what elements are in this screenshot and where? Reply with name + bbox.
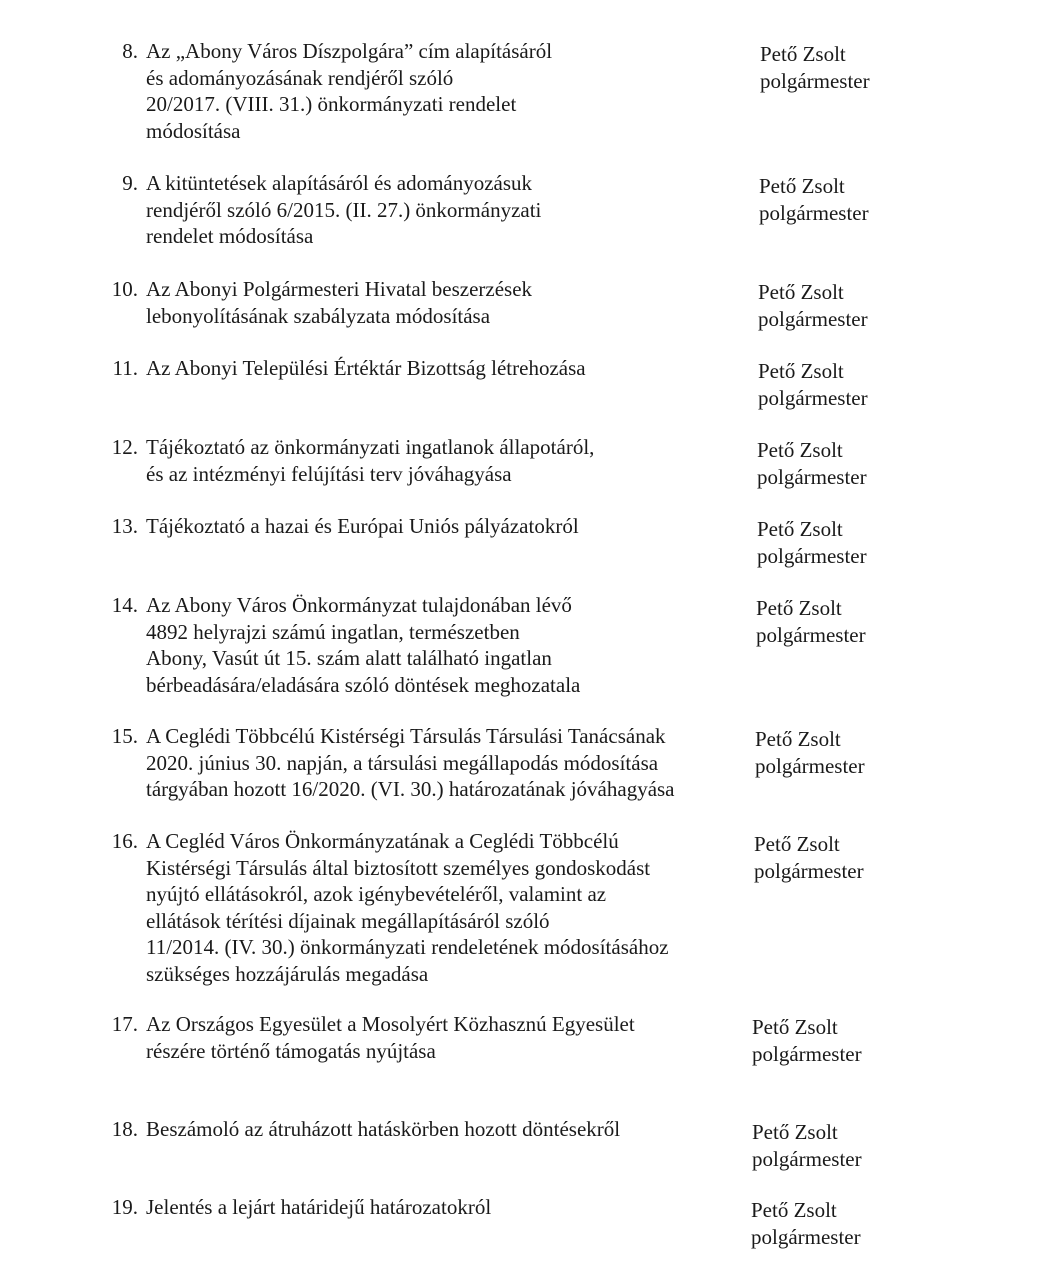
item-title [146, 592, 746, 698]
responsible-name: Pető Zsolt [759, 174, 845, 198]
item-title-line: tárgyában hozott 16/2020. (VI. 30.) határozatának jóváhagyása [146, 777, 675, 801]
responsible-title: polgármester [751, 1224, 861, 1249]
item-number: 16. [111, 829, 138, 853]
item-number: 17. [111, 1012, 138, 1036]
item-title-line: Tájékoztató a hazai és Európai Uniós pályázatokról [146, 514, 579, 538]
responsible-name: Pető Zsolt [758, 280, 844, 304]
responsible-name: Pető Zsolt [760, 42, 846, 66]
item-number: 14. [111, 593, 138, 617]
item-number: 8. [122, 39, 138, 63]
item-title-line: Az Abony Város Önkormányzat tulajdonában lévő [146, 593, 572, 617]
item-responsible [752, 1119, 952, 1172]
item-number: 19. [111, 1195, 138, 1219]
item-title [146, 355, 746, 382]
item-number: 13. [111, 514, 138, 538]
item-title-line: Az Országos Egyesület a Mosolyért Közhasznú Egyesület [146, 1012, 635, 1036]
responsible-title: polgármester [756, 622, 866, 647]
item-title [146, 434, 746, 487]
item-title [146, 513, 746, 540]
responsible-name: Pető Zsolt [757, 517, 843, 541]
responsible-title: polgármester [752, 1041, 862, 1066]
responsible-name: Pető Zsolt [755, 727, 841, 751]
responsible-title: polgármester [757, 464, 867, 489]
item-title-line: Az Abonyi Települési Értéktár Bizottság létrehozása [146, 356, 586, 380]
item-responsible [752, 1014, 952, 1067]
item-responsible [757, 437, 957, 490]
responsible-name: Pető Zsolt [752, 1120, 838, 1144]
responsible-title: polgármester [757, 543, 867, 568]
item-number: 15. [111, 724, 138, 748]
item-title [146, 1194, 746, 1221]
responsible-title: polgármester [752, 1146, 862, 1171]
item-title-line: és az intézményi felújítási terv jóváhagyása [146, 461, 512, 486]
responsible-name: Pető Zsolt [751, 1198, 837, 1222]
responsible-name: Pető Zsolt [758, 359, 844, 383]
responsible-name: Pető Zsolt [756, 596, 842, 620]
item-title [146, 1011, 746, 1064]
responsible-title: polgármester [758, 306, 868, 331]
responsible-name: Pető Zsolt [757, 438, 843, 462]
item-title-line: 20/2017. (VIII. 31.) önkormányzati rendelet [146, 92, 517, 116]
item-title-line: lebonyolításának szabályzata módosítása [146, 303, 491, 328]
responsible-title: polgármester [755, 753, 865, 778]
responsible-name: Pető Zsolt [752, 1015, 838, 1039]
responsible-title: polgármester [758, 385, 868, 410]
item-title [146, 1116, 746, 1143]
item-title-line: nyújtó ellátásokról, azok igénybevételéről, valamint az [146, 882, 607, 906]
item-title-line: módosítása [146, 118, 241, 143]
item-title-line: szükséges hozzájárulás megadása [146, 961, 429, 986]
item-number: 18. [111, 1117, 138, 1141]
item-title-line: Tájékoztató az önkormányzati ingatlanok állapotáról, [146, 435, 595, 459]
item-title-line: részére történő támogatás nyújtása [146, 1038, 436, 1063]
item-title-line: bérbeadására/eladására szóló döntések meghozatala [146, 672, 581, 697]
item-responsible [755, 726, 955, 779]
item-title-line: 2020. június 30. napján, a társulási megállapodás módosítása [146, 750, 659, 775]
item-title-line: és adományozásának rendjéről szóló [146, 65, 454, 90]
item-responsible [754, 831, 954, 884]
item-title-line: A Cegléd Város Önkormányzatának a Ceglédi Többcélú [146, 829, 619, 853]
item-title-line: Jelentés a lejárt határidejű határozatokról [146, 1195, 492, 1219]
responsible-title: polgármester [754, 858, 864, 883]
item-title-line: Abony, Vasút út 15. szám alatt található ingatlan [146, 646, 552, 670]
item-title [146, 723, 746, 803]
responsible-name: Pető Zsolt [754, 832, 840, 856]
responsible-title: polgármester [759, 200, 869, 225]
item-title-line: rendjéről szóló 6/2015. (II. 27.) önkormányzati [146, 197, 542, 222]
item-responsible [757, 516, 957, 569]
item-title-line: Beszámoló az átruházott hatáskörben hozott döntésekről [146, 1117, 621, 1141]
item-title [146, 38, 746, 144]
item-number: 11. [112, 356, 138, 380]
item-title-line: 11/2014. (IV. 30.) önkormányzati rendeletének módosításához [146, 935, 669, 959]
item-responsible [760, 41, 960, 94]
item-title-line: Kistérségi Társulás által biztosított személyes gondoskodást [146, 855, 651, 880]
item-title-line: ellátások térítési díjainak megállapításáról szóló [146, 908, 550, 933]
item-responsible [759, 173, 959, 226]
item-number: 12. [111, 435, 138, 459]
item-title-line: Az „Abony Város Díszpolgára” cím alapításáról [146, 39, 553, 63]
item-number: 10. [111, 277, 138, 301]
item-title [146, 170, 746, 250]
item-responsible [758, 358, 958, 411]
item-responsible [758, 279, 958, 332]
item-title [146, 276, 746, 329]
item-responsible [751, 1197, 951, 1250]
responsible-title: polgármester [760, 68, 870, 93]
item-title-line: A kitüntetések alapításáról és adományozásuk [146, 171, 533, 195]
item-number: 9. [122, 171, 138, 195]
item-title [146, 828, 746, 987]
item-title-line: 4892 helyrajzi számú ingatlan, természetben [146, 619, 520, 644]
item-title-line: rendelet módosítása [146, 224, 314, 248]
item-title-line: Az Abonyi Polgármesteri Hivatal beszerzések [146, 277, 533, 301]
item-title-line: A Ceglédi Többcélú Kistérségi Társulás Társulási Tanácsának [146, 724, 666, 748]
item-responsible [756, 595, 956, 648]
